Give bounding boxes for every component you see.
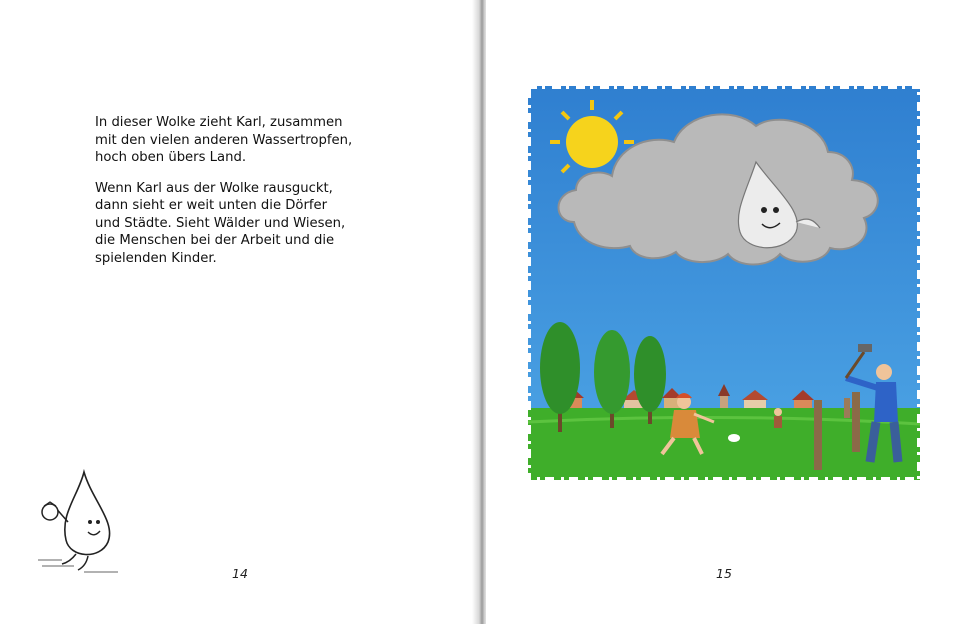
page-number-left: 14 <box>232 566 248 581</box>
child-figure <box>774 408 782 428</box>
right-page <box>486 0 964 624</box>
left-page <box>0 0 478 624</box>
cloud-landscape-illustration <box>524 82 924 484</box>
page-number-right: 15 <box>716 566 732 581</box>
water-drop-traveler-icon <box>28 466 128 576</box>
story-text <box>95 114 385 280</box>
paragraph-1: In dieser Wolke zieht Karl, zusammen mit den vielen anderen Wassertropfen, hoch oben übers Land. <box>95 115 353 165</box>
paragraph-2: Wenn Karl aus der Wolke rausguckt, dann sieht er weit unten die Dörfer und Städte. Sieht Wälder und Wiesen, die Menschen bei der Arbeit und die spielenden Kinder. <box>95 180 346 266</box>
